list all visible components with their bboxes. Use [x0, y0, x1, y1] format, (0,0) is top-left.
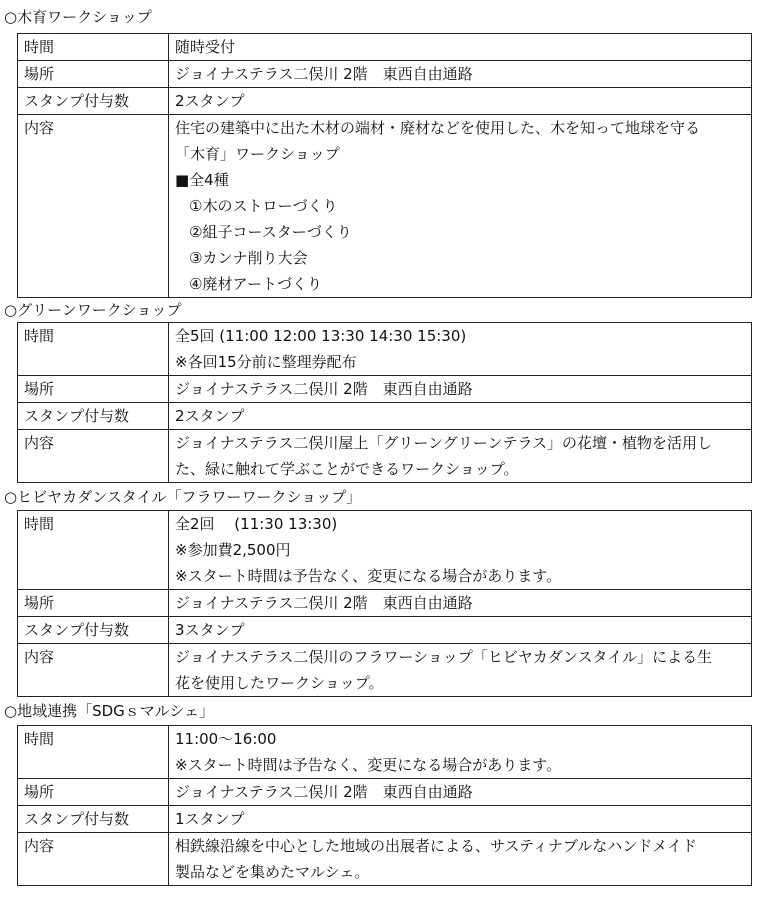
table-row	[18, 644, 752, 697]
table-row	[18, 726, 752, 779]
row-label: 内容	[18, 644, 169, 697]
row-label: 内容	[18, 115, 169, 298]
value-line: た、緑に触れて学ぶことができるワークショップ。	[175, 460, 519, 478]
row-value	[169, 590, 752, 617]
value-line: 2スタンプ	[175, 407, 245, 425]
row-label: 時間	[18, 511, 169, 590]
table-row	[18, 617, 752, 644]
row-value	[169, 726, 752, 779]
row-label: 時間	[18, 726, 169, 779]
value-line: ジョイナステラス二俣川のフラワーショップ「ヒビヤカダンスタイル」による生	[175, 648, 713, 666]
value-line: 花を使用したワークショップ。	[175, 674, 384, 692]
value-line: ジョイナステラス二俣川屋上「グリーングリーンテラス」の花壇・植物を活用し	[175, 434, 713, 452]
row-label: スタンプ付与数	[18, 88, 169, 115]
row-value	[169, 115, 752, 298]
section-title-flower: ○ヒビヤカダンスタイル「フラワーワークショップ」	[4, 488, 362, 506]
value-line: 1スタンプ	[175, 810, 245, 828]
row-label: 場所	[18, 61, 169, 88]
value-line: ④廃材アートづくり	[189, 275, 322, 293]
section-title-mokuiku: ○木育ワークショップ	[4, 8, 152, 26]
row-value	[169, 806, 752, 833]
row-value	[169, 403, 752, 430]
value-line: ※参加費2,500円	[175, 541, 291, 559]
table-row	[18, 323, 752, 376]
value-line: 3スタンプ	[175, 621, 245, 639]
table-row	[18, 806, 752, 833]
value-line: ③カンナ削り大会	[189, 249, 308, 267]
value-line: ※スタート時間は予告なく、変更になる場合があります。	[175, 567, 562, 585]
row-value	[169, 511, 752, 590]
row-value	[169, 644, 752, 697]
row-label: スタンプ付与数	[18, 403, 169, 430]
value-line: ジョイナステラス二俣川 2階 東西自由通路	[175, 594, 473, 612]
value-line: 全5回 (11:00 12:00 13:30 14:30 15:30)	[175, 327, 467, 345]
value-line: ①木のストローづくり	[189, 197, 338, 215]
table-row	[18, 590, 752, 617]
value-line: 随時受付	[175, 38, 236, 56]
row-value	[169, 833, 752, 886]
row-value	[169, 779, 752, 806]
row-label: 内容	[18, 430, 169, 483]
table-row	[18, 779, 752, 806]
row-label: 時間	[18, 34, 169, 61]
row-value	[169, 430, 752, 483]
table-row	[18, 88, 752, 115]
table-row	[18, 833, 752, 886]
row-value	[169, 61, 752, 88]
value-line: 製品などを集めたマルシェ。	[175, 863, 370, 881]
row-label: 場所	[18, 590, 169, 617]
row-label: 場所	[18, 779, 169, 806]
value-line: ジョイナステラス二俣川 2階 東西自由通路	[175, 380, 473, 398]
value-line: ※各回15分前に整理券配布	[175, 353, 357, 371]
table-row	[18, 376, 752, 403]
value-line: ジョイナステラス二俣川 2階 東西自由通路	[175, 65, 473, 83]
row-label: 時間	[18, 323, 169, 376]
table-row	[18, 34, 752, 61]
row-value	[169, 88, 752, 115]
info-table-flower	[17, 510, 752, 697]
value-line: ジョイナステラス二俣川 2階 東西自由通路	[175, 783, 473, 801]
section-title-green: ○グリーンワークショップ	[4, 301, 182, 319]
value-line: ■全4種	[175, 171, 229, 189]
row-value	[169, 34, 752, 61]
row-value	[169, 376, 752, 403]
info-table-mokuiku	[17, 33, 752, 298]
value-line: ※スタート時間は予告なく、変更になる場合があります。	[175, 756, 562, 774]
value-line: 全2回 (11:30 13:30)	[175, 515, 338, 533]
table-row	[18, 61, 752, 88]
section-title-marche: ○地域連携「SDGｓマルシェ」	[4, 702, 215, 720]
value-line: 11:00～16:00	[175, 730, 277, 748]
row-label: スタンプ付与数	[18, 617, 169, 644]
row-label: スタンプ付与数	[18, 806, 169, 833]
value-line: 相鉄線沿線を中心とした地域の出展者による、サスティナブルなハンドメイド	[175, 837, 697, 855]
table-row	[18, 511, 752, 590]
value-line: 2スタンプ	[175, 92, 245, 110]
table-row	[18, 430, 752, 483]
row-label: 内容	[18, 833, 169, 886]
info-table-green	[17, 322, 752, 483]
row-label: 場所	[18, 376, 169, 403]
row-value	[169, 323, 752, 376]
table-row	[18, 115, 752, 298]
row-value	[169, 617, 752, 644]
table-row	[18, 403, 752, 430]
value-line: ②組子コースターづくり	[189, 223, 352, 241]
info-table-marche	[17, 725, 752, 886]
value-line: 「木育」ワークショップ	[175, 145, 340, 163]
value-line: 住宅の建築中に出た木材の端材・廃材などを使用した、木を知って地球を守る	[175, 119, 701, 137]
